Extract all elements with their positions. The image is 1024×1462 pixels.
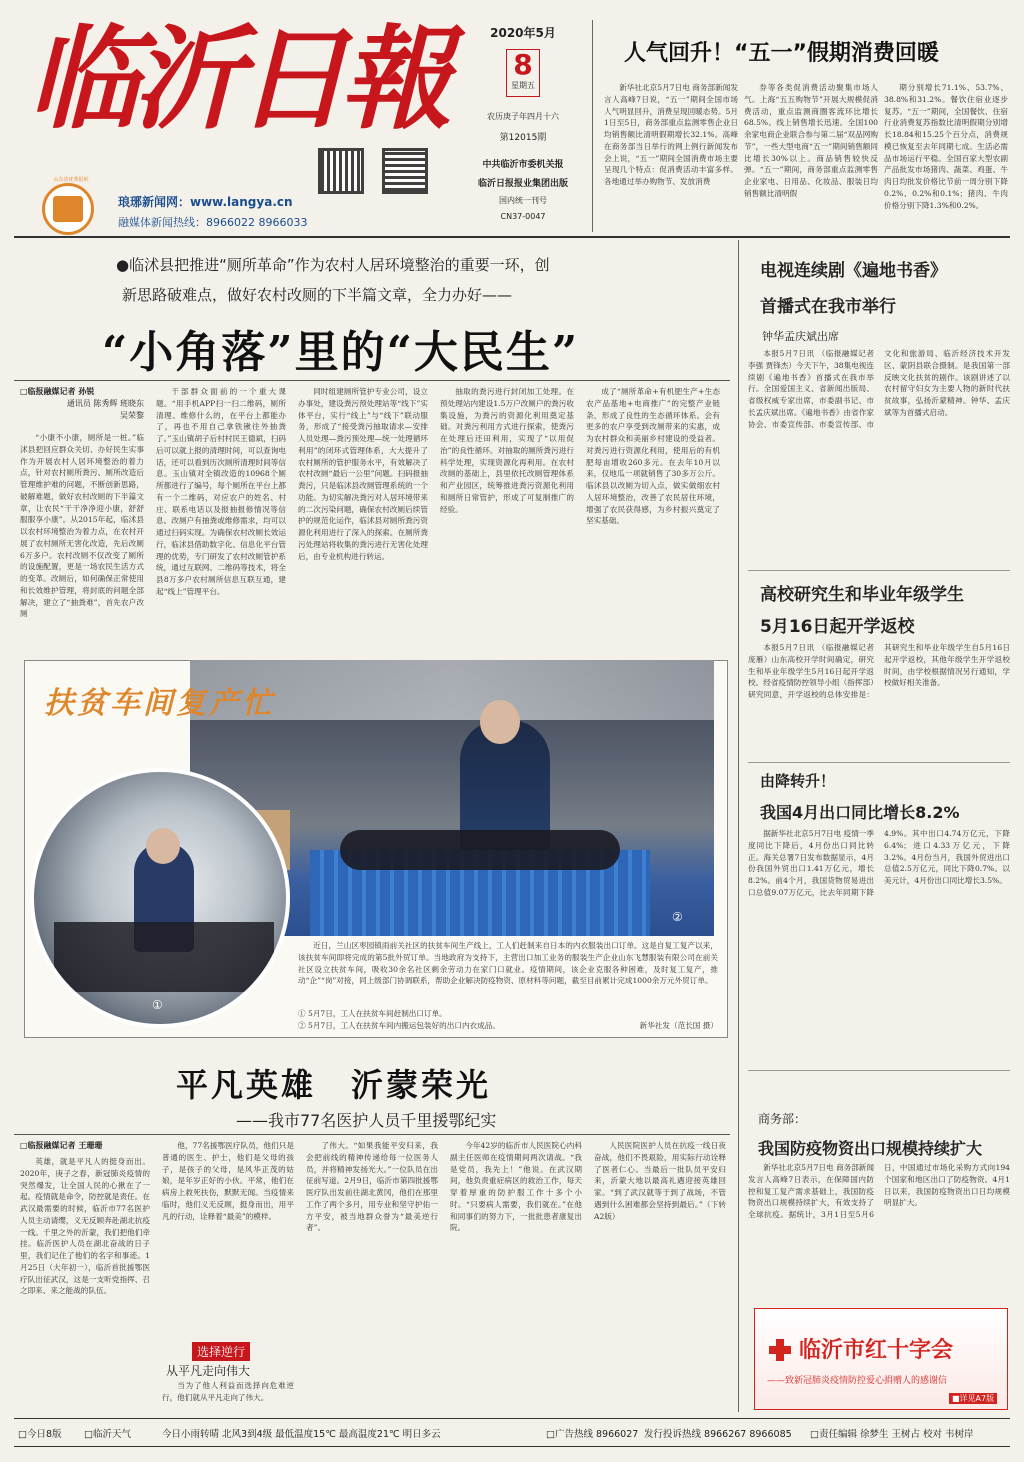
photo-caption-notes: ① 5月7日，工人在扶贫车间赶制出口订单。 ② 5月7日，工人在扶贫车间内搬运包装好的出口内衣成品。 新华社发（范长国 摄） <box>298 1009 718 1030</box>
medical-col3: 了伟大。“如果我能平安归来，我会把前线的精神传递给每一位医务人员，并将精神发扬光大。”一位队员在出征前写道。2月9日，临沂市第四批援鄂医疗队出发前往湖北黄冈，他们在那里工作了两个多月，用专业和坚守护佑一方平安，被当地群众誉为“最美逆行者”。 <box>306 1141 438 1233</box>
top-story-col2: 券等各类促消费活动聚集市场人气。上海“五五购物节”开展大规模促消费活动，重点监测商圈客流环比增长68.5%。线上销售增长迅速。全国100余家电商企业联合参与第二届“双品网购节”，一些大型电商“五一”期间销售额同比增长30%以上。商品销售较快反弹。“五一”期间，商务部重点监测零售企业家电、日用品、化妆品、服装日均销售额比清明假 <box>744 83 878 198</box>
school-headline-2: 5月16日起开学返校 <box>760 617 915 637</box>
top-story-col3: 期分别增长71.1%、53.7%、38.8%和31.2%。餐饮住宿业逐步复苏。“五一”期间，全国餐饮、住宿行业消费复苏指数比清明假期分别增长18.84和15.25个百分点，消费规模已恢复至去年同期七成。生活必需品市场运行平稳。全国百家大型农副产品批发市场猪肉、蔬菜、鸡蛋、牛肉日均批发价格比节前一周分别下降0.2%、0.2%和0.1%；猪肉、牛肉价格分别下降1.3%和0.2%。 <box>884 83 1008 210</box>
qr-code-1 <box>318 148 364 194</box>
seal-text: 山东省优秀报纸 <box>53 177 89 183</box>
medical-col4: 今年42岁的临沂市人民医院心内科副主任医师在疫情期间两次请战。“我是党员，我先上！”他说。在武汉期间，他负责重症病区的救治工作，每天穿着厚重的防护服工作十多个小时。“只要病人需要，我们就在。”在他和同事们的努力下，一批批患者康复出院。 <box>450 1141 582 1233</box>
top-story-col1: 新华社北京5月7日电 商务部新闻发言人高峰7日说，“五一”期间全国市场人气明显回升，消费呈现回暖态势。5月1日至5日，商务部重点监测零售企业日均销售额比清明假期增长32.1%。高峰在商务部当日举行的网上例行新闻发布会上说，“五一”期间全国消费市场主要呈现几个特点：促消费活动丰富多样。各地通过举办购物节、发放消费 <box>604 83 738 187</box>
publisher-1: 中共临沂市委机关报 <box>482 160 564 170</box>
masthead-seal <box>42 177 94 235</box>
footer-today: □今日8版 <box>18 1429 62 1440</box>
school-text: 本报5月7日讯 （临报融媒记者 庞雁）山东高校开学时间确定，研究生和毕业年级学生5月16日起开学返校。经省疫情防控领导小组（指挥部）研究同意，开学返校的总体安排是：其研究生和毕业年级学生自5月16日起开学返校，其他年级学生开学返校时间，由学校根据情况另行通知，学校做好相关准备。 <box>748 643 1010 700</box>
issue-year-month: 2020年5月 <box>490 26 556 40</box>
footer-ad-hotline: □广告热线 8966027 <box>546 1429 639 1440</box>
tv-headline-1: 电视连续剧《遍地书香》 <box>760 261 947 281</box>
masthead <box>20 14 460 233</box>
photo-inset-circle <box>30 768 290 1028</box>
ad-reference: ■详见A7版 <box>949 1393 997 1404</box>
medical-col2b: 当为了他人利益而选择向危难逆行，他们就从平凡走向了伟大。 <box>162 1381 294 1402</box>
photo-feature-title: 扶贫车间复产忙 <box>44 686 275 721</box>
export-text: 据新华社北京5月7日电 疫情一季度同比下降后，4月份出口同比转正。海关总署7日发布数据显示，4月份我国外贸出口1.41万亿元，增长8.2%。前4个月，我国货物贸易进出口总值9.07万亿元，比去年同期下降4.9%。其中出口4.74万亿元，下降6.4%；进口4.33万亿元，下降3.2%。4月份当月，我国外贸进出口总值2.5万亿元，同比下降0.7%。以美元计，4月份出口同比增长3.5%。 <box>748 829 1010 897</box>
medical-subhead: ——我市77名医护人员千里援鄂纪实 <box>236 1111 497 1130</box>
medical-byline: □临报融媒记者 王珊珊 <box>20 1141 103 1150</box>
lead-kicker-1: ●临沭县把推进“厕所革命”作为农村人居环境整治的重要一环，创 <box>116 256 550 274</box>
lead-col4: 抽取的粪污进行封闭加工处理。在预处理站内建设1.5万户改厕户的粪污收集设施，为粪污的资源化利用奠定基础。对粪污利用方式进行探索，使粪污在处理后还田利用，实现了“以用促治”的良性循环。对抽取的厕所粪污进行科学处理，实现资源化再利用。在农村改厕的基础上，县里依托改厕管理体系和产业园区，统筹推进粪污资源化利用和厕所日常管护，形成了可复制推广的经验。 <box>440 387 574 514</box>
lead-col2: 干部群众面前的一个重大课题。“用手机APP扫一扫二维码，厕所清理、维修什么的，在平台上都能办了，再也不用自己拿铁锹往外抽粪了。”玉山镇胡子后村村民王德斌，扫码后可以就上报的清理时间，可以查询电话，还可以看到历次厕所清理时间等信息。玉山镇对全镇改造的10968个厕所都进行了编号，每个厕所在平台上都有一个二维码，对应农户的姓名、村庄、联系电话以及报抽报修情况等信息。改厕户有抽粪或维修需求，均可以通过扫码实现。为确保农村改厕长效运行，临沭县借助数字化、信息化平台管理的优势，专门研发了农村改厕管护系统，通过互联网、二维码等技术，将全县8万多户农村厕所信息互联互通，建起“线上”管理平台。 <box>156 387 286 597</box>
ad-title: 临沂市红十字会 <box>799 1338 954 1363</box>
commerce-text: 新华社北京5月7日电 商务部新闻发言人高峰7日表示，在保障国内防控和复工复产需求基础上，我国防疫物资出口规模持续扩大，有效支持了全球抗疫。据统计，3月1日至5月6日，中国通过市场化采购方式向194个国家和地区出口了防疫物资。4月1日以来，我国防疫物资出口日均规模明显扩大。 <box>748 1163 1010 1220</box>
photo-caption: 近日，兰山区枣园镇雨前关社区的扶贫车间生产线上，工人们赶制来自日本的内衣服装出口订单。这是自复工复产以来，该扶贫车间即将完成的第5批外贸订单。当地政府为支持下，主营出口加工业务的服装生产企业山东飞慧服装有限公司在前关社区设立扶贫车间，吸收30余名社区剩余劳动力在家门口就业。疫情期间，该企业克服各种困难，及时复工复产，推动“企”“岗”对接，同上级部门协调联系，帮助企业解决防疫物资、原材料等问题，截至目前累计完成1000余万元外贸订单。 <box>298 941 718 986</box>
export-headline: 我国4月出口同比增长8.2% <box>760 803 960 822</box>
footer <box>14 1426 1010 1444</box>
lead-col1: “小康不小康，厕所是一桩。”临沭县把回应群众关切、办好民生实事作为开展农村人居环境整治的着力点，针对农村厕所粪污、厕所改造后管理维护难的问题，不断创新思路，破解难题，做好农村改厕的下半篇文章，让农民“干干净净迎小康，舒舒服服享小康”。从2015年起，临沭县以农村环境整治为着力点，在农村开展了农村厕所无害化改造，先后改厕6万多户。农村改厕不仅改变了厕所的设施配置，更是一场农民生活方式的变革。改厕后，如何确保正常使用和长效维护管理，将封底的问题全部解决，建立了“抽粪难”，首先农户改厕 <box>20 433 144 619</box>
medical-col2: 他，77名援鄂医疗队员，他们只是普通的医生、护士，他们是父母的孩子，是孩子的父母，是风华正茂的姑娘，是年岁正好的小伙。平常，他们在病房上救死扶伤，默默无闻。当疫情来临时，他们义无反顾，挺身而出，用平凡的行动，诠释着“最美”的模样。 <box>162 1141 294 1221</box>
tv-text: 本报5月7日讯 （临报融媒记者 李强 贾锋杰）今天下午，38集电视连续剧《遍地书香》首播式在我市举行。全国爱国主义、省新闻出版局、省级权威专家出席，市委副书记、市长孟庆斌出席。《遍地书香》由省作家协会、市委宣传部、市委宣传部、市文化和旅游局、临沂经济技术开发区、蒙阴县联合摄制。是我国第一部反映文化扶贫的剧作。该剧讲述了以农村留守妇女为主要人物的新时代扶贫故事，弘扬沂蒙精神。钟华、孟庆斌等为首播式启动。 <box>748 349 1010 429</box>
lead-headline: “小角落”里的“大民生” <box>102 327 580 378</box>
lead-byline: □临报融媒记者 孙锐 通讯员 陈秀辉 班晓东 吴荣黎 <box>20 387 144 420</box>
red-cross-ad <box>754 1308 1008 1410</box>
medical-col5: 人民医院医护人员在抗疫一线日夜奋战，他们不畏艰险，用实际行动诠释了医者仁心。当最后一批队员平安归来，沂蒙大地以最高礼遇迎接英雄回家。“到了武汉就等于到了战场，不管遇到什么困难都会坚持到最后。”（下转A2版） <box>594 1141 726 1221</box>
photo-marker-1: ① <box>152 998 163 1012</box>
medical-subsection-sub: 从平凡走向伟大 <box>166 1364 251 1378</box>
publisher-2: 临沂日报报业集团出版 <box>477 179 568 189</box>
medical-headline: 平凡英雄 沂蒙荣光 <box>176 1066 492 1104</box>
website-label: 琅琊新闻网：www.langya.cn <box>118 195 293 209</box>
school-headline-1: 高校研究生和毕业年级学生 <box>760 585 964 605</box>
cn-number: CN37-0047 <box>500 212 546 221</box>
lead-col5: 成了“厕所革命+有机肥生产+生态农产品基地+电商推广”的完整产业链条，形成了良性的生态循环体系。会有更多的农户享受到改厕带来的实惠，成为农村群众和美丽乡村建设的受益者。对粪污进行资源化利用，使用后的有机肥每亩增收260多元。在去年10月以来，仅地瓜一项就销售了30多万公斤。临沭县以改厕为切入点，做实做细农村人居环境整治，改善了农民居住环境，增强了农民获得感，为乡村振兴奠定了坚实基础。 <box>586 387 720 526</box>
lead-col3: 同时组建厕所管护专业公司，设立办事处，建设粪污预处理站等“线下”实体平台，实行“线上”与“线下”联动服务，形成了“接受粪污抽取请求—安排人员处理—粪污预处理—统一处理循环利用”的闭环式管理体系，大大提升了农村厕所的管护服务水平，有效解决了农村改厕“最后一公里”问题。扫码报抽粪污，只是临沭县改厕管理系统的一个功能。为切实解决粪污对人居环境带来的二次污染问题，确保农村改厕后续管护的规范化运作，临沭县对厕所粪污资源化利用进行了深入的探索。在厕所粪污处理站将收集的粪污进行无害化处理后，由专业机构进行转运。 <box>298 387 428 561</box>
footer-editor: □责任编辑 徐梦生 王树占 校对 韦树岸 <box>810 1429 974 1440</box>
issue-info <box>468 20 578 230</box>
export-kicker: 由降转升！ <box>760 772 836 790</box>
red-cross-icon <box>769 1339 791 1361</box>
footer-weather: 今日小雨转晴 北风3到4级 最低温度15℃ 最高温度21℃ 明日多云 <box>162 1429 441 1440</box>
issue-number: 第12015期 <box>499 133 547 143</box>
top-story-headline: 人气回升！“五一”假期消费回暖 <box>624 41 939 66</box>
commerce-headline: 我国防疫物资出口规模持续扩大 <box>758 1139 983 1158</box>
lunar-date: 农历庚子年四月十六 <box>487 112 559 121</box>
qr-code-2 <box>382 148 428 194</box>
medical-col1: 英雄，就是平凡人的挺身而出。2020年，庚子之春，新冠肺炎疫情的突然爆发，让全国人民的心揪在了一起。疫情就是命令，防控就是责任。在武汉最需要的时候，临沂市77名医护人员主动请缨，义无反顾奔赴湖北抗疫一线。千里之外的沂蒙，我们把他们牵挂。临沂医护人员在湖北奋战的日子里，我们记住了他们的名字和事迹。1月25日（大年初一），临沂首批援鄂医疗队出征武汉，这是一支听党指挥、召之即来、来之能战的队伍。 <box>20 1157 150 1296</box>
ad-subtitle: ——致新冠肺炎疫情防控爱心捐赠人的感谢信 <box>767 1376 948 1386</box>
footer-weather-label: □临沂天气 <box>84 1429 131 1440</box>
photo-credit: 新华社发（范长国 摄） <box>639 1020 718 1030</box>
photo-marker-2: ② <box>672 910 683 924</box>
lead-kicker-2: 新思路破难点，做好农村改厕的下半篇文章，全力办好—— <box>122 286 513 304</box>
issue-day-badge <box>506 49 540 97</box>
tv-subhead: 钟华孟庆斌出席 <box>762 330 839 343</box>
tv-headline-2: 首播式在我市举行 <box>760 297 896 317</box>
cn-code-label: 国内统一刊号 <box>499 196 547 205</box>
commerce-kicker: 商务部： <box>758 1112 807 1126</box>
medical-subsection: 选择逆行 <box>192 1342 250 1361</box>
news-hotline: 融媒体新闻热线：8966022 8966033 <box>118 216 308 229</box>
footer-dist-hotline: 发行投诉热线 8966267 8966085 <box>644 1429 792 1440</box>
issue-day: 8 <box>513 48 533 81</box>
masthead-title: 临沂日報 <box>28 14 444 145</box>
issue-weekday: 星期五 <box>511 81 535 90</box>
